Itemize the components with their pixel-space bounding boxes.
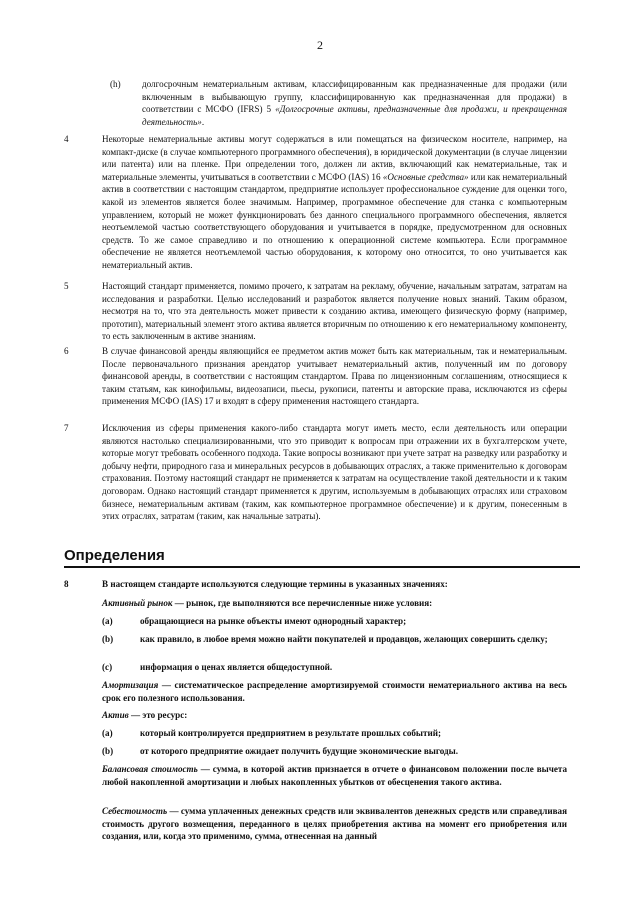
definition-cost: Себестоимость — сумма уплаченных денежных средств или эквивалентов денежных средств или справедливая стоимость другого возмещения, переданного в целях приобретения актива на момент его приобретения или создания, или, когда это применимо, сумма, отнесенная на данный xyxy=(102,806,567,842)
page-number: 2 xyxy=(317,38,323,52)
list-item-text: обращающиеся на рынке объекты имеют однородный характер; xyxy=(140,616,407,626)
paragraph-number: 8 xyxy=(64,579,69,589)
intro-item-text: долгосрочным нематериальным активам, классифицированным как предназначенные для продажи (или включенным в выбывающую группу, классифицированную как предназначенная для продажи) в соответствии с МСФО (IFRS) 5 «Долгосрочные активы, предназначенные для продажи, и прекращенная деятельность». xyxy=(142,79,567,127)
list-marker: (b) xyxy=(102,746,114,756)
heading-rule xyxy=(64,566,580,568)
paragraph-text: В случае финансовой аренды являющийся ее предметом актив может быть как материальным, так и нематериальным. После первоначального признания арендатор учитывает нематериальный актив, полученный им по договору финансовой аренды, в соответствии с настоящим стандартом. Права по лицензионным соглашениям, относящиеся к таким статьям, как кинофильмы, видеозаписи, пьесы, рукописи, патенты и авторские права, исключаются из сферы применения МСФО (IAS) 17 и входят в сферу применения настоящего стандарта. xyxy=(102,346,567,407)
list-item-text: от которого предприятие ожидает получить будущие экономические выгоды. xyxy=(140,746,458,756)
definition-asset: Актив — это ресурс: xyxy=(102,710,188,720)
list-marker: (c) xyxy=(102,662,113,672)
definition-active-market: Активный рынок — рынок, где выполняются все перечисленные ниже условия: xyxy=(102,598,433,608)
paragraph-text: Исключения из сферы применения какого-либо стандарта могут иметь место, если деятельность или операции являются настолько специализированными, что это приводит к вопросам при отражении их в бухгалтерском учете, которые могут требовать особенного подхода. Такие вопросы возникают при учете затрат на разведку или разработку и добычу нефти, природного газа и минеральных ресурсов в добывающих отраслях, а также применительно к договорам страхования. Поэтому настоящий стандарт не применяется к затратам на осуществление такой деятельности и к таким договорам. Однако настоящий стандарт применяется к другим, используемым в добывающих отраслях или страховом бизнесе, нематериальным активам (таким, как компьютерное программное обеспечение) и к другим, понесенным в этих отраслях, затратам (таким, как начальные затраты). xyxy=(102,423,567,522)
definition-amortisation: Амортизация — систематическое распределение амортизируемой стоимости нематериального актива на весь срок его полезного использования. xyxy=(102,680,567,703)
paragraph-number: 6 xyxy=(64,346,69,356)
paragraph-text: Некоторые нематериальные активы могут содержаться в или помещаться на физическом носителе, например, на компакт-диске (в случае компьютерного программного обеспечения), в юридической документации (в случае лицензии или патента) или на пленке. При определении того, должен ли актив, включающий как нематериальные, так и материальные элементы, учитываться в соответствии с МСФО (IAS) 16 «Основные средства» или как нематериальный актив в соответствии с настоящим стандартом, предприятие использует профессиональное суждение для оценки того, какой из элементов является более значимым. Например, программное обеспечение для станка с компьютерным управлением, который не может функционировать без данного специального программного обеспечения, является неотъемлемой частью соответствующего оборудования и учитывается в порядке, предусмотренном для основных средств. То же самое справедливо и по отношению к операционной системе компьютера. Если программное обеспечение не является неотъемлемой частью оборудования, к которому оно относится, то оно учитывается как нематериальный актив. xyxy=(102,134,568,270)
paragraph-number: 5 xyxy=(64,281,69,291)
definitions-intro: В настоящем стандарте используются следующие термины в указанных значениях: xyxy=(102,579,448,589)
section-heading: Определения xyxy=(64,547,165,564)
list-item-text: который контролируется предприятием в результате прошлых событий; xyxy=(140,728,441,738)
definition-carrying-amount: Балансовая стоимость — сумма, в которой актив признается в отчете о финансовом положении после вычета любой накопленной амортизации и любых накопленных убытков от обесценения такого актива. xyxy=(102,764,567,787)
list-item-text: информация о ценах является общедоступной. xyxy=(140,662,333,672)
list-marker: (a) xyxy=(102,728,113,738)
paragraph-number: 7 xyxy=(64,423,69,433)
paragraph-number: 4 xyxy=(64,134,69,144)
item-marker: (h) xyxy=(110,79,121,89)
list-marker: (a) xyxy=(102,616,113,626)
list-item-text: как правило, в любое время можно найти покупателей и продавцов, желающих совершить сделку; xyxy=(140,634,548,644)
paragraph-text: Настоящий стандарт применяется, помимо прочего, к затратам на рекламу, обучение, начальным затратам, затратам на исследования и разработки. Целью исследований и разработок является получение новых знаний. Таким образом, несмотря на то, что эта деятельность может привести к созданию актива, имеющего физическую форму (например, прототип), материальный элемент этого актива является вторичным по отношению к его нематериальному компоненту, то есть заключенным в активе знаниям. xyxy=(102,281,567,342)
list-marker: (b) xyxy=(102,634,114,644)
